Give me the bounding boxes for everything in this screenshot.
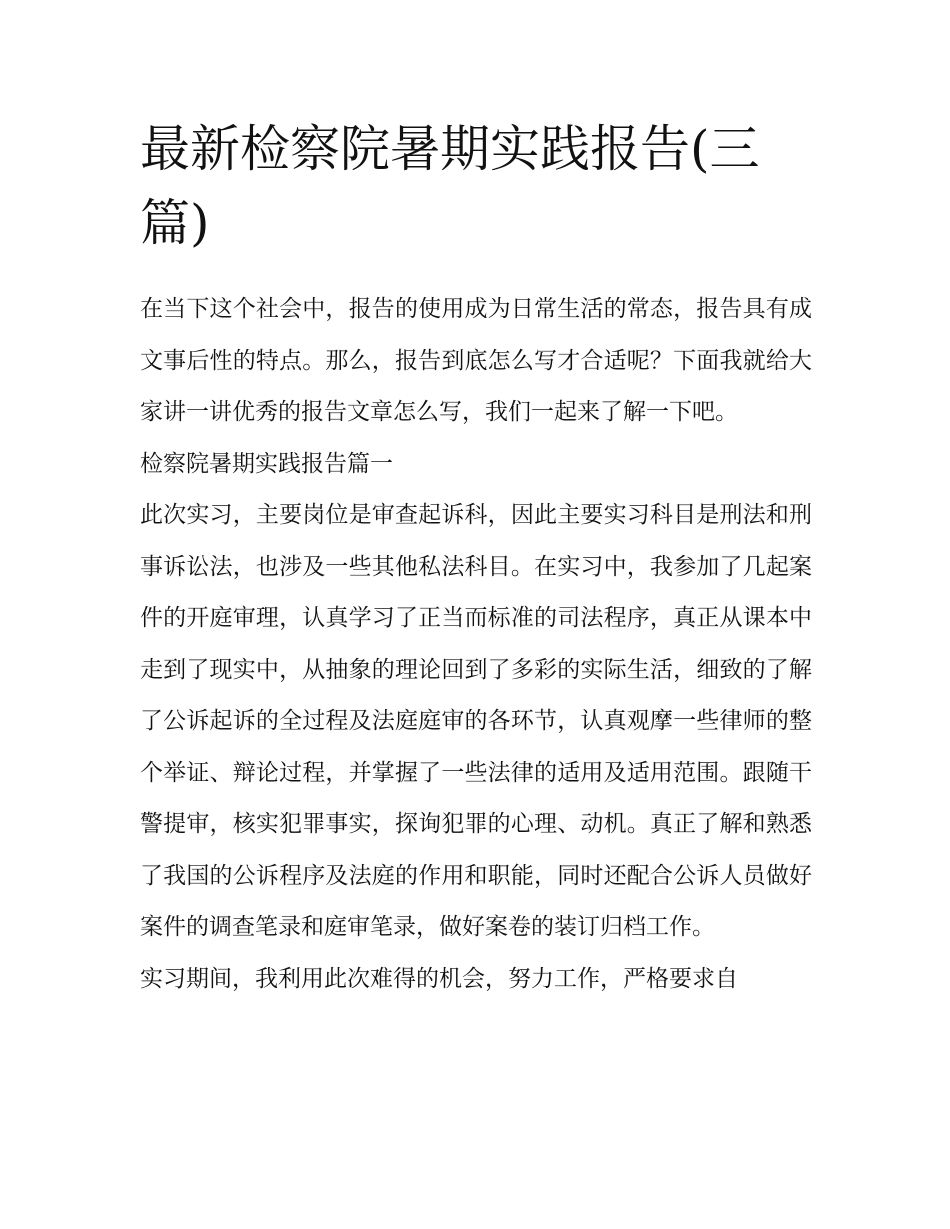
section-heading: 检察院暑期实践报告篇一 — [140, 450, 393, 477]
document-title: 最新检察院暑期实践报告(三篇) — [140, 120, 760, 252]
document-content — [140, 112, 812, 1005]
body-paragraph-1: 此次实习，主要岗位是审查起诉科，因此主要实习科目是刑法和刑事诉讼法，也涉及一些其他私法科目。在实习中，我参加了几起案件的开庭审理，认真学习了正当而标准的司法程序，真正从课本中走到了现实中，从抽象的理论回到了多彩的实际生活，细致的了解了公诉起诉的全过程及法庭庭审的各环节，认真观摩一些律师的整个举证、辩论过程，并掌握了一些法律的适用及适用范围。跟随干警提审，核实犯罪事实，探询犯罪的心理、动机。真正了解和熟悉了我国的公诉程序及法庭的作用和职能，同时还配合公诉人员做好案件的调查笔录和庭审笔录，做好案卷的装订归档工作。 — [140, 502, 812, 940]
intro-paragraph: 在当下这个社会中，报告的使用成为日常生活的常态，报告具有成文事后性的特点。那么，报告到底怎么写才合适呢？下面我就给大家讲一讲优秀的报告文章怎么写，我们一起来了解一下吧。 — [140, 296, 812, 425]
body-paragraph-2: 实习期间，我利用此次难得的机会，努力工作，严格要求自 — [140, 965, 738, 992]
